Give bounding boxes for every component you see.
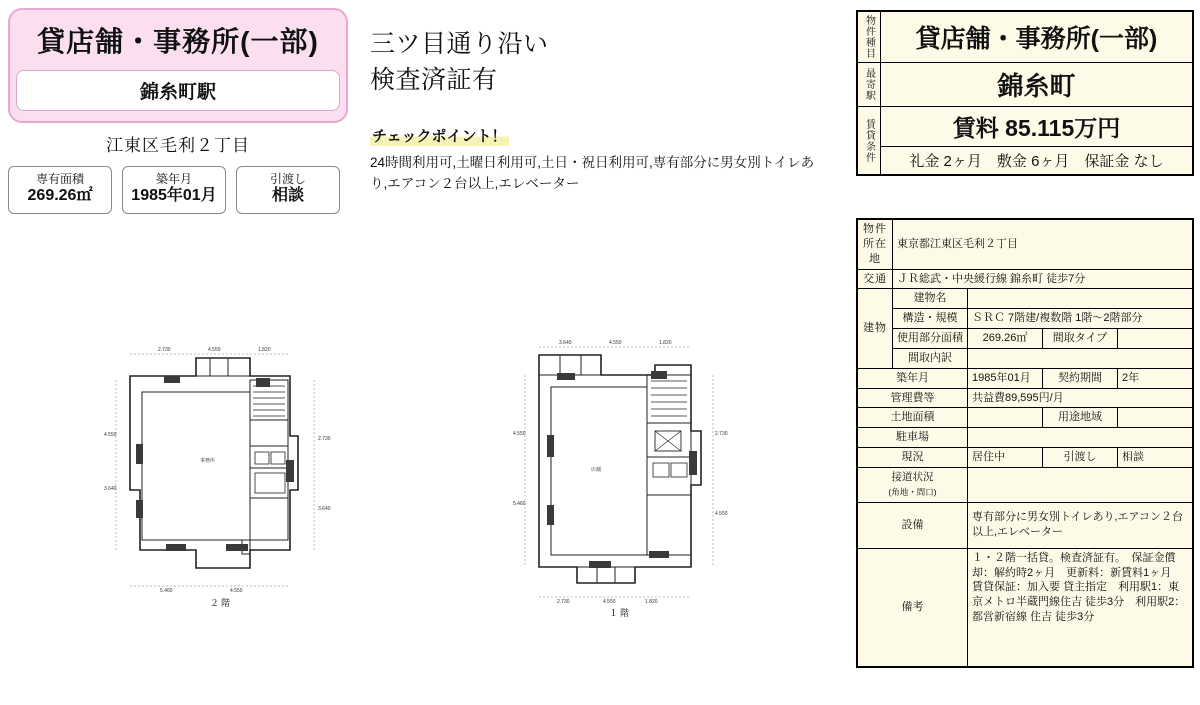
detail-building-name-value	[968, 289, 1193, 309]
spec-built-value: 1985年01月	[131, 187, 217, 205]
detail-fee-value: 共益費89,595円/月	[968, 388, 1193, 408]
spec-built	[122, 166, 226, 214]
detail-location-label: 物件所在地	[858, 220, 893, 270]
detail-fee-label: 管理費等	[858, 388, 968, 408]
summary-terms-label: 賃貸条件	[858, 107, 881, 175]
svg-text:事務所: 事務所	[200, 458, 216, 464]
detail-area-value: 269.26㎡	[968, 329, 1043, 349]
detail-layout-type-value	[1118, 329, 1193, 349]
detail-layout-type-label: 間取タイプ	[1043, 329, 1118, 349]
detail-road-label-main: 接道状況	[891, 470, 934, 483]
svg-text:5.460: 5.460	[513, 501, 526, 507]
detail-road-value	[968, 467, 1193, 502]
summary-type-value: 貸店舗・事務所(一部)	[881, 12, 1193, 63]
svg-text:4.550: 4.550	[513, 431, 526, 437]
nearest-station-box: 錦糸町駅	[16, 70, 340, 111]
floor-plan-2f-caption: ２階	[210, 598, 233, 608]
floor-plan-2f-drawing	[100, 340, 350, 610]
detail-row-status	[858, 448, 1193, 468]
spec-area	[8, 166, 112, 214]
summary-station-label: 最寄駅	[858, 63, 881, 107]
svg-text:1.820: 1.820	[659, 340, 672, 346]
detail-equipment-value: 専有部分に男女別トイレあり,エアコン２台以上,エレベーター	[968, 502, 1193, 548]
detail-layout-detail-value	[968, 348, 1193, 368]
detail-location-value: 東京都江東区毛利２丁目	[893, 220, 1193, 270]
detail-row-location	[858, 220, 1193, 270]
detail-structure-label: 構造・規模	[893, 309, 968, 329]
summary-table	[856, 10, 1194, 176]
checkpoint-body: 24時間利用可,土曜日利用可,土日・祝日利用可,専有部分に男女別トイレあり,エアコン２台以上,エレベーター	[370, 154, 815, 192]
summary-row-station	[858, 63, 1193, 107]
summary-rent-value: 賃料 85.115万円	[881, 107, 1193, 147]
detail-parking-value	[968, 428, 1193, 448]
summary-station-value: 錦糸町	[881, 63, 1193, 107]
svg-text:3.640: 3.640	[559, 340, 572, 346]
floor-plan-2f	[100, 340, 350, 610]
detail-row-remarks	[858, 548, 1193, 666]
detail-delivery-value: 相談	[1118, 448, 1193, 468]
svg-text:4.550: 4.550	[603, 599, 616, 605]
detail-remarks-label: 備考	[858, 548, 968, 666]
summary-type-label: 物件種目	[858, 12, 881, 63]
detail-land-label: 土地面積	[858, 408, 968, 428]
detail-row-land	[858, 408, 1193, 428]
detail-table	[856, 218, 1194, 668]
svg-text:2.730: 2.730	[715, 431, 728, 437]
detail-building-name-label: 建物名	[893, 289, 968, 309]
property-type-panel	[8, 8, 348, 123]
detail-row-road	[858, 467, 1193, 502]
detail-contract-value: 2年	[1118, 368, 1193, 388]
svg-text:1.820: 1.820	[258, 347, 271, 353]
svg-text:2.730: 2.730	[158, 347, 171, 353]
detail-row-layout-detail	[858, 348, 1193, 368]
svg-text:4.550: 4.550	[715, 511, 728, 517]
svg-text:1.820: 1.820	[645, 599, 658, 605]
detail-status-label: 現況	[858, 448, 968, 468]
svg-text:4.550: 4.550	[230, 588, 243, 594]
detail-road-label	[858, 467, 968, 502]
left-header-block	[8, 8, 348, 214]
detail-row-built	[858, 368, 1193, 388]
spec-delivery	[236, 166, 340, 214]
spec-delivery-label: 引渡し	[269, 172, 306, 186]
catch-line-1: 三ツ目通り沿い	[370, 30, 549, 58]
catchcopy-block	[370, 26, 840, 195]
detail-row-area	[858, 329, 1193, 349]
detail-land-value	[968, 408, 1043, 428]
detail-zoning-label: 用途地域	[1043, 408, 1118, 428]
detail-remarks-value: １・２階一括貸。検査済証有。 保証金償却：解約時2ヶ月 更新料：新賃料1ヶ月 賃貸保証：加入要 貸主指定 利用駅1：東京メトロ半蔵門線住吉 徒歩3分 利用駅2：都営新宿線 住吉 徒歩3分	[968, 548, 1193, 666]
svg-text:4.550: 4.550	[609, 340, 622, 346]
detail-parking-label: 駐車場	[858, 428, 968, 448]
detail-status-value: 居住中	[968, 448, 1043, 468]
detail-built-label: 築年月	[858, 368, 968, 388]
detail-road-label-sub: (角地・間口)	[888, 486, 937, 497]
floor-plan-1f-drawing	[505, 335, 735, 620]
detail-zoning-value	[1118, 408, 1193, 428]
detail-building-label: 建物	[858, 289, 893, 368]
spec-area-value: 269.26㎡	[27, 187, 93, 205]
detail-structure-value: ＳＲＣ 7階建/複数階 1階～2階部分	[968, 309, 1193, 329]
summary-conditions-value: 礼金 2ヶ月 敷金 6ヶ月 保証金 なし	[881, 147, 1193, 175]
spec-row	[8, 166, 348, 214]
detail-contract-label: 契約期間	[1043, 368, 1118, 388]
catch-line-2: 検査済証有	[370, 66, 498, 95]
detail-row-building-name	[858, 289, 1193, 309]
detail-row-fee	[858, 388, 1193, 408]
svg-text:3.640: 3.640	[318, 506, 331, 512]
svg-text:店舗: 店舗	[591, 467, 602, 473]
svg-text:5.460: 5.460	[160, 588, 173, 594]
svg-text:2.730: 2.730	[557, 599, 570, 605]
svg-text:4.550: 4.550	[208, 347, 221, 353]
floor-plan-1f	[505, 335, 735, 620]
svg-text:3.640: 3.640	[104, 486, 117, 492]
detail-row-transport	[858, 269, 1193, 289]
detail-transport-value: ＪＲ総武・中央緩行線 錦糸町 徒歩7分	[893, 269, 1193, 289]
detail-delivery-label: 引渡し	[1043, 448, 1118, 468]
summary-row-conditions	[858, 147, 1193, 175]
address-line: 江東区毛利２丁目	[106, 136, 250, 155]
detail-transport-label: 交通	[858, 269, 893, 289]
svg-text:2.730: 2.730	[318, 436, 331, 442]
detail-area-label: 使用部分面積	[893, 329, 968, 349]
detail-layout-detail-label: 間取内訳	[893, 348, 968, 368]
detail-row-equipment	[858, 502, 1193, 548]
summary-row-rent	[858, 107, 1193, 147]
checkpoint-label: チェックポイント！	[370, 125, 509, 146]
property-type-title: 貸店舗・事務所(一部)	[37, 26, 319, 57]
spec-built-label: 築年月	[155, 172, 192, 186]
detail-row-structure	[858, 309, 1193, 329]
summary-row-type	[858, 12, 1193, 63]
spec-delivery-value: 相談	[271, 187, 304, 205]
detail-row-parking	[858, 428, 1193, 448]
detail-equipment-label: 設備	[858, 502, 968, 548]
floor-plan-1f-caption: １階	[609, 608, 632, 618]
svg-text:4.550: 4.550	[104, 432, 117, 438]
detail-built-value: 1985年01月	[968, 368, 1043, 388]
spec-area-label: 専有面積	[35, 172, 84, 186]
